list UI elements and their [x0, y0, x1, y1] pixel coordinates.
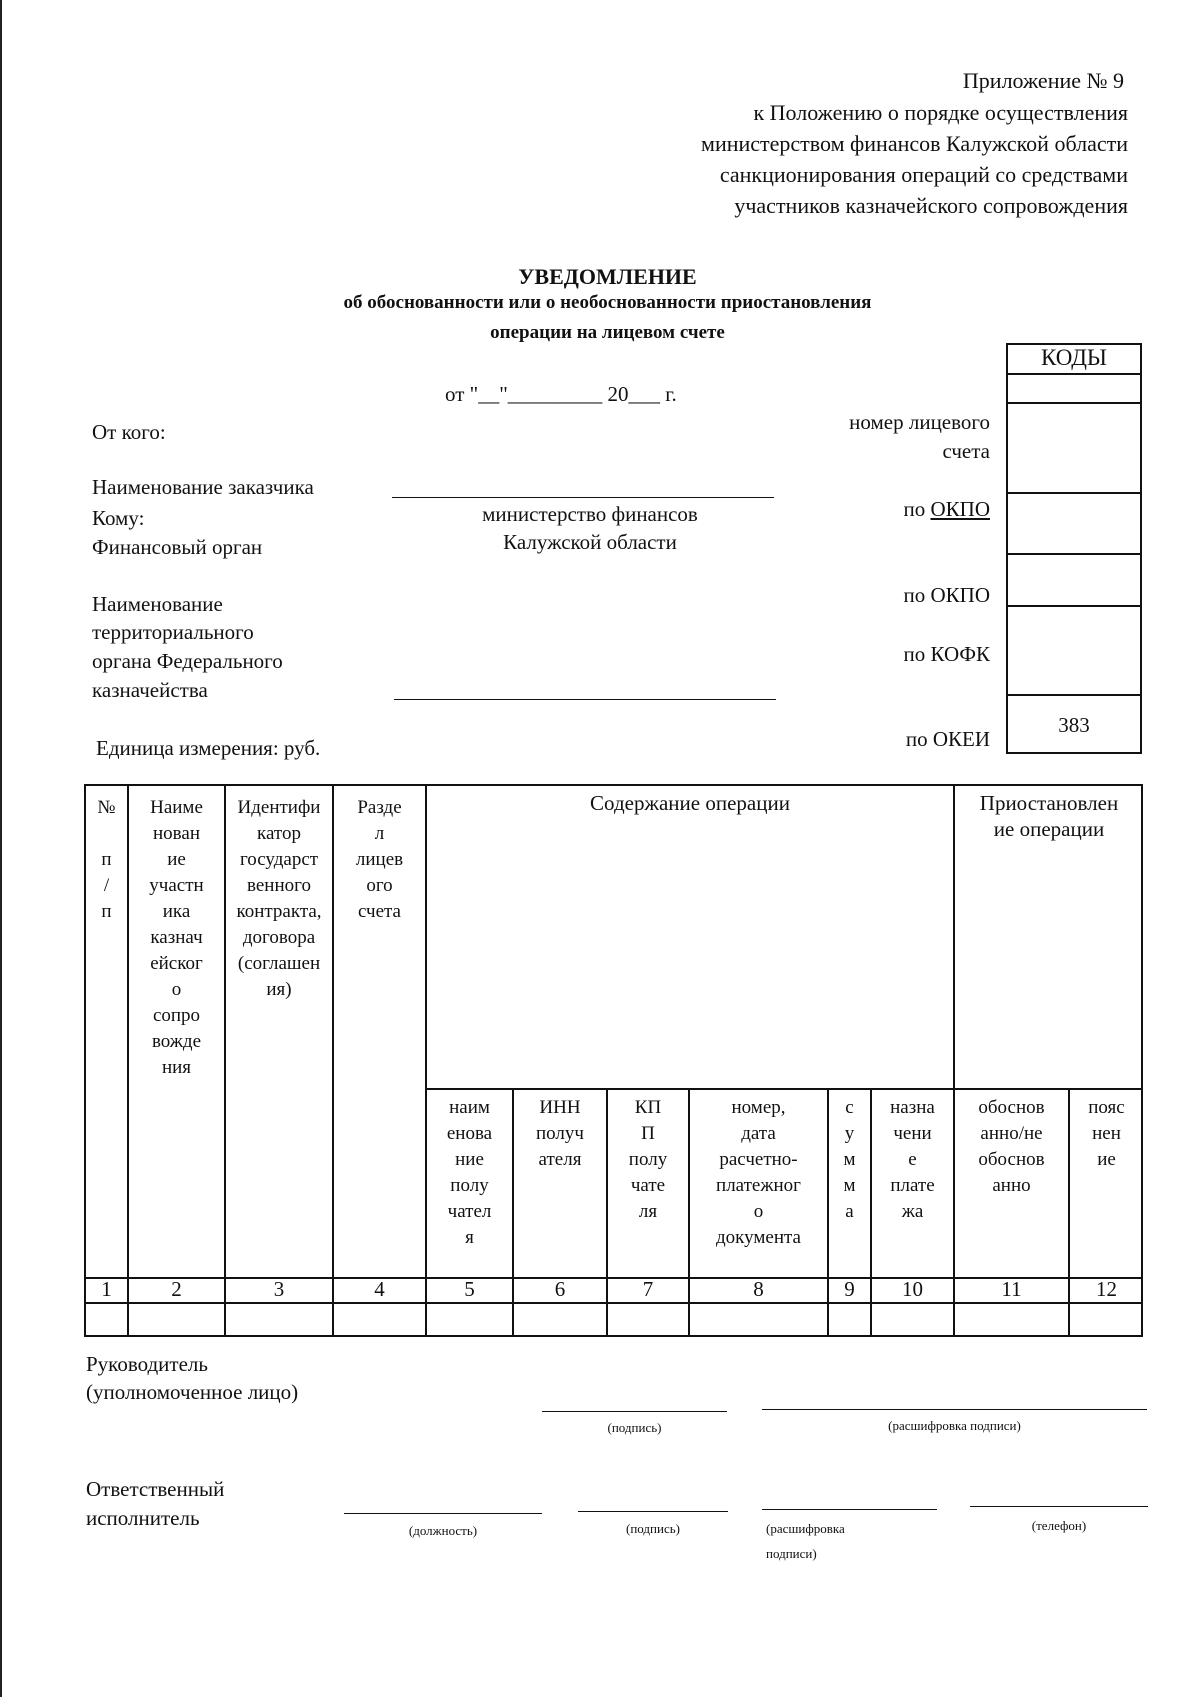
header-account-section: Разде л лицев ого счета — [355, 797, 404, 922]
appendix-line-5: участников казначейского сопровождения — [734, 193, 1128, 218]
account-label-1: номер лицевого — [849, 410, 990, 434]
head-label-1: Руководитель — [86, 1352, 208, 1376]
column-number: 10 — [902, 1277, 923, 1301]
decode-caption-2b: подписи) — [766, 1546, 817, 1561]
header-recipient-kpp: КП П полу чате ля — [628, 1097, 668, 1222]
signature-caption-2: (подпись) — [626, 1521, 680, 1536]
account-label-2: счета — [942, 439, 990, 463]
column-number: 4 — [374, 1277, 385, 1301]
treasury-name-field[interactable] — [394, 699, 776, 700]
decode-caption: (расшифровка подписи) — [888, 1418, 1021, 1433]
fin-body-value-2: Калужской области — [503, 530, 677, 554]
phone-field[interactable] — [970, 1506, 1148, 1507]
column-number: 1 — [101, 1277, 112, 1301]
okpo-label-2: по ОКПО — [903, 583, 990, 607]
customer-name-field[interactable] — [392, 497, 774, 498]
head-label-2: (уполномоченное лицо) — [86, 1380, 299, 1404]
responsible-signature-field[interactable] — [578, 1511, 728, 1512]
header-payment-purpose: назна чени е плате жа — [890, 1097, 935, 1222]
table-row[interactable] — [86, 1304, 1141, 1335]
fin-body-value-1: министерство финансов — [482, 502, 698, 526]
column-number: 6 — [554, 1277, 566, 1301]
header-recipient-name: наим енова ние полу чател я — [446, 1097, 493, 1248]
date-line: от "__"_________ 20___ г. — [445, 382, 677, 406]
responsible-label-1: Ответственный — [86, 1477, 225, 1501]
document-title: УВЕДОМЛЕНИЕ — [518, 264, 697, 289]
column-number: 7 — [642, 1277, 654, 1301]
appendix-line-3: министерством финансов Калужской области — [701, 131, 1128, 156]
fin-body-label: Финансовый орган — [92, 535, 263, 559]
okpo-link[interactable]: ОКПО — [930, 497, 990, 521]
head-signature-field[interactable] — [542, 1411, 727, 1412]
account-code-field[interactable] — [1008, 404, 1140, 490]
okpo-code-field-1[interactable] — [1008, 494, 1140, 551]
unit-label: Единица измерения: руб. — [96, 736, 321, 760]
header-recipient-inn: ИНН получ ателя — [536, 1097, 584, 1170]
head-decode-field[interactable] — [762, 1409, 1147, 1410]
treasury-label-2: территориального — [92, 620, 254, 644]
customer-name-label: Наименование заказчика — [92, 475, 314, 499]
header-operation-suspension: Приостановлен ие операции — [979, 791, 1119, 841]
responsible-decode-field[interactable] — [762, 1509, 937, 1510]
column-number: 8 — [753, 1277, 764, 1301]
treasury-label-3: органа Федерального — [92, 649, 283, 673]
codes-header: КОДЫ — [1041, 345, 1107, 370]
column-number: 9 — [844, 1277, 855, 1301]
header-participant-name: Наиме нован ие участн ика казнач ейског о сопро вожде ния — [149, 797, 204, 1078]
okpo-code-field-2[interactable] — [1008, 555, 1140, 603]
to-label: Кому: — [92, 506, 145, 530]
treasury-label-4: казначейства — [92, 678, 208, 702]
column-number: 5 — [464, 1277, 475, 1301]
document-subtitle-1: об обоснованности или о необоснованности приостановления — [343, 292, 872, 313]
document-subtitle-2: операции на лицевом счете — [490, 322, 725, 343]
phone-caption: (телефон) — [1031, 1518, 1087, 1533]
responsible-label-2: исполнитель — [86, 1506, 200, 1530]
position-caption: (должность) — [408, 1523, 478, 1538]
position-field[interactable] — [344, 1513, 542, 1514]
column-number: 11 — [1001, 1277, 1022, 1301]
header-operation-content: Содержание операции — [590, 791, 790, 815]
okpo-label-1: по ОКПО — [903, 497, 990, 521]
from-label: От кого: — [92, 420, 166, 444]
appendix-number: Приложение № 9 — [962, 68, 1124, 93]
appendix-line-4: санкционирования операций со средствами — [719, 162, 1128, 187]
signature-caption: (подпись) — [607, 1420, 662, 1435]
header-justified: обоснов анно/не обоснов анно — [978, 1097, 1045, 1196]
okei-code: 383 — [1058, 713, 1090, 737]
treasury-label-1: Наименование — [92, 592, 223, 616]
column-number: 12 — [1096, 1277, 1117, 1301]
column-number: 3 — [273, 1277, 285, 1301]
kofk-code-field[interactable] — [1008, 607, 1140, 692]
decode-caption-2a: (расшифровка — [766, 1521, 845, 1536]
scan-edge — [0, 0, 2, 1697]
column-number: 2 — [171, 1277, 182, 1301]
header-row-number: № п / п — [97, 797, 116, 922]
kofk-label: по КОФК — [903, 642, 990, 666]
header-payment-document: номер, дата расчетно- платежног о документа — [716, 1097, 801, 1248]
appendix-line-2: к Положению о порядке осуществления — [753, 100, 1128, 125]
header-explanation: пояс нен ие — [1088, 1097, 1125, 1170]
header-amount: с у м м а — [843, 1097, 856, 1222]
header-contract-id: Идентифи катор государст венного контракта, договора (соглашен ия) — [236, 797, 322, 1000]
okei-label: по ОКЕИ — [905, 727, 990, 751]
